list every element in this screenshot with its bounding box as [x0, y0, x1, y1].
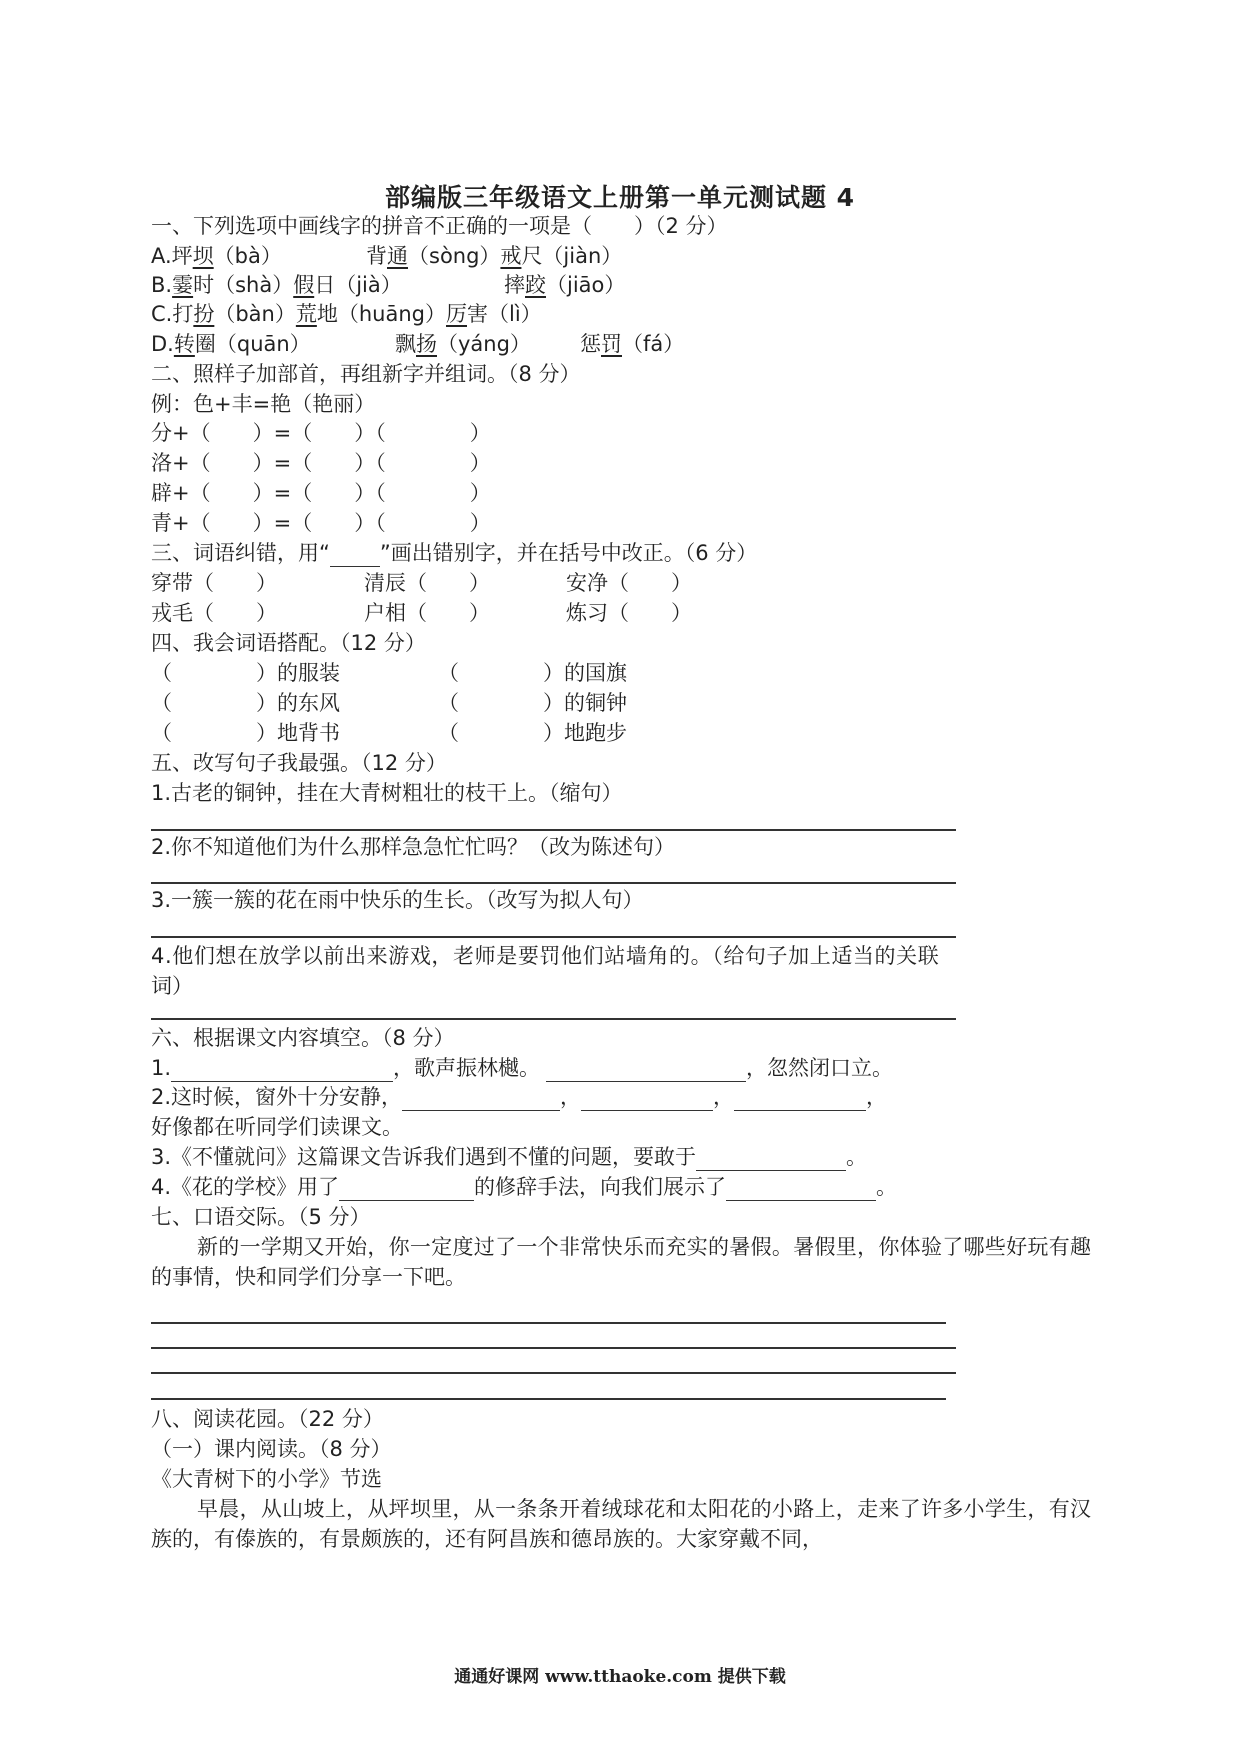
option-b: B.霎时（shà）假日（jià） [151, 273, 402, 297]
rewrite-q4-line1: 4.他们想在放学以前出来游戏，老师是要罚他们站墙角的。（给句子加上适当的关联 [151, 944, 940, 968]
option-b-word-3: 摔跤（jiāo） [504, 273, 626, 297]
answer-line [151, 1372, 956, 1374]
match-right-1: （ ）的国旗 [438, 661, 627, 685]
section-4-heading: 四、我会词语搭配。（12 分） [151, 631, 426, 655]
match-right-3: （ ）地跑步 [438, 721, 627, 745]
correction-6: 炼习（ ） [566, 601, 692, 625]
match-left-3: （ ）地背书 [151, 721, 340, 745]
answer-line [151, 936, 956, 938]
fill-q3: 3.《不懂就问》这篇课文告诉我们遇到不懂的问题，要敢于 。 [151, 1145, 868, 1169]
section-7-heading: 七、口语交际。（5 分） [151, 1205, 371, 1229]
answer-line [151, 829, 956, 831]
correction-3: 安净（ ） [566, 571, 692, 595]
option-d-word-3: 惩罚（fá） [580, 332, 685, 356]
correction-5: 户相（ ） [364, 601, 490, 625]
fill-q4: 4.《花的学校》用了 的修辞手法，向我们展示了 。 [151, 1175, 898, 1199]
fill-blank [402, 1088, 560, 1111]
fill-blank [726, 1178, 876, 1201]
section-6-heading: 六、根据课文内容填空。（8 分） [151, 1026, 455, 1050]
answer-line [151, 1018, 956, 1020]
section-8-heading: 八、阅读花园。（22 分） [151, 1407, 384, 1431]
answer-line [151, 1398, 946, 1400]
correction-4: 戎毛（ ） [151, 601, 277, 625]
section-3-heading: 三、词语纠错，用“ ”画出错别字，并在括号中改正。（6 分） [151, 541, 758, 565]
radical-row-1: 分+（ ）=（ ）（ ） [151, 421, 491, 445]
rewrite-q2: 2.你不知道他们为什么那样急急忙忙吗？（改为陈述句） [151, 835, 676, 859]
fill-blank [171, 1059, 393, 1082]
match-right-2: （ ）的铜钟 [438, 691, 627, 715]
section-1-heading: 一、下列选项中画线字的拼音不正确的一项是（ ）（2 分） [151, 214, 728, 238]
option-d: D.转圈（quān） [151, 332, 311, 356]
answer-line [151, 1347, 956, 1349]
option-c: C.打扮（bàn）荒地（huāng）厉害（lì） [151, 302, 542, 326]
oral-prompt: 新的一学期又开始，你一定度过了一个非常快乐而充实的暑假。暑假里，你体验了哪些好玩有趣的事情，快和同学们分享一下吧。 [151, 1235, 1091, 1289]
footer-credit: 通通好课网 www.tthaoke.com 提供下载 [454, 1667, 786, 1687]
option-a-word-2: 背通（sòng）戒尺（jiàn） [366, 244, 623, 268]
match-left-1: （ ）的服装 [151, 661, 340, 685]
radical-row-4: 青+（ ）=（ ）（ ） [151, 511, 491, 535]
fill-blank [339, 1178, 474, 1201]
rewrite-q3: 3.一簇一簇的花在雨中快乐的生长。（改写为拟人句） [151, 888, 644, 912]
section-5-heading: 五、改写句子我最强。（12 分） [151, 751, 447, 775]
radical-row-3: 辟+（ ）=（ ）（ ） [151, 481, 491, 505]
match-left-2: （ ）的东风 [151, 691, 340, 715]
fill-blank [546, 1059, 746, 1082]
option-d-word-2: 飘扬（yáng） [395, 332, 531, 356]
correction-2: 清辰（ ） [364, 571, 490, 595]
fill-blank [696, 1148, 846, 1171]
underline-sample [330, 544, 380, 567]
section-2-heading: 二、照样子加部首，再组新字并组词。（8 分） [151, 362, 581, 386]
option-a: A.坪坝（bà） [151, 244, 282, 268]
reading-passage: 早晨，从山坡上，从坪坝里，从一条条开着绒球花和太阳花的小路上，走来了许多小学生，有汉族的，有傣族的，有景颇族的，还有阿昌族和德昂族的。大家穿戴不同， [151, 1497, 1091, 1551]
fill-blank [734, 1088, 866, 1111]
fill-q2-line1: 2.这时候，窗外十分安静， ， ， ， [151, 1085, 888, 1109]
answer-line [151, 1322, 946, 1324]
fill-q1: 1. ，歌声振林樾。 ，忽然闭口立。 [151, 1056, 894, 1080]
fill-blank [581, 1088, 713, 1111]
page-title: 部编版三年级语文上册第一单元测试题 4 [384, 183, 856, 212]
fill-q2-line2: 好像都在听同学们读课文。 [151, 1115, 403, 1139]
correction-1: 穿带（ ） [151, 571, 277, 595]
rewrite-q1: 1.古老的铜钟，挂在大青树粗壮的枝干上。（缩句） [151, 781, 623, 805]
section-2-example: 例：色+丰=艳（艳丽） [151, 392, 376, 416]
rewrite-q4-line2: 词） [151, 974, 193, 998]
reading-sub-heading: （一）课内阅读。（8 分） [151, 1437, 392, 1461]
reading-source: 《大青树下的小学》节选 [151, 1467, 382, 1491]
radical-row-2: 洛+（ ）=（ ）（ ） [151, 451, 491, 475]
answer-line [151, 882, 956, 884]
